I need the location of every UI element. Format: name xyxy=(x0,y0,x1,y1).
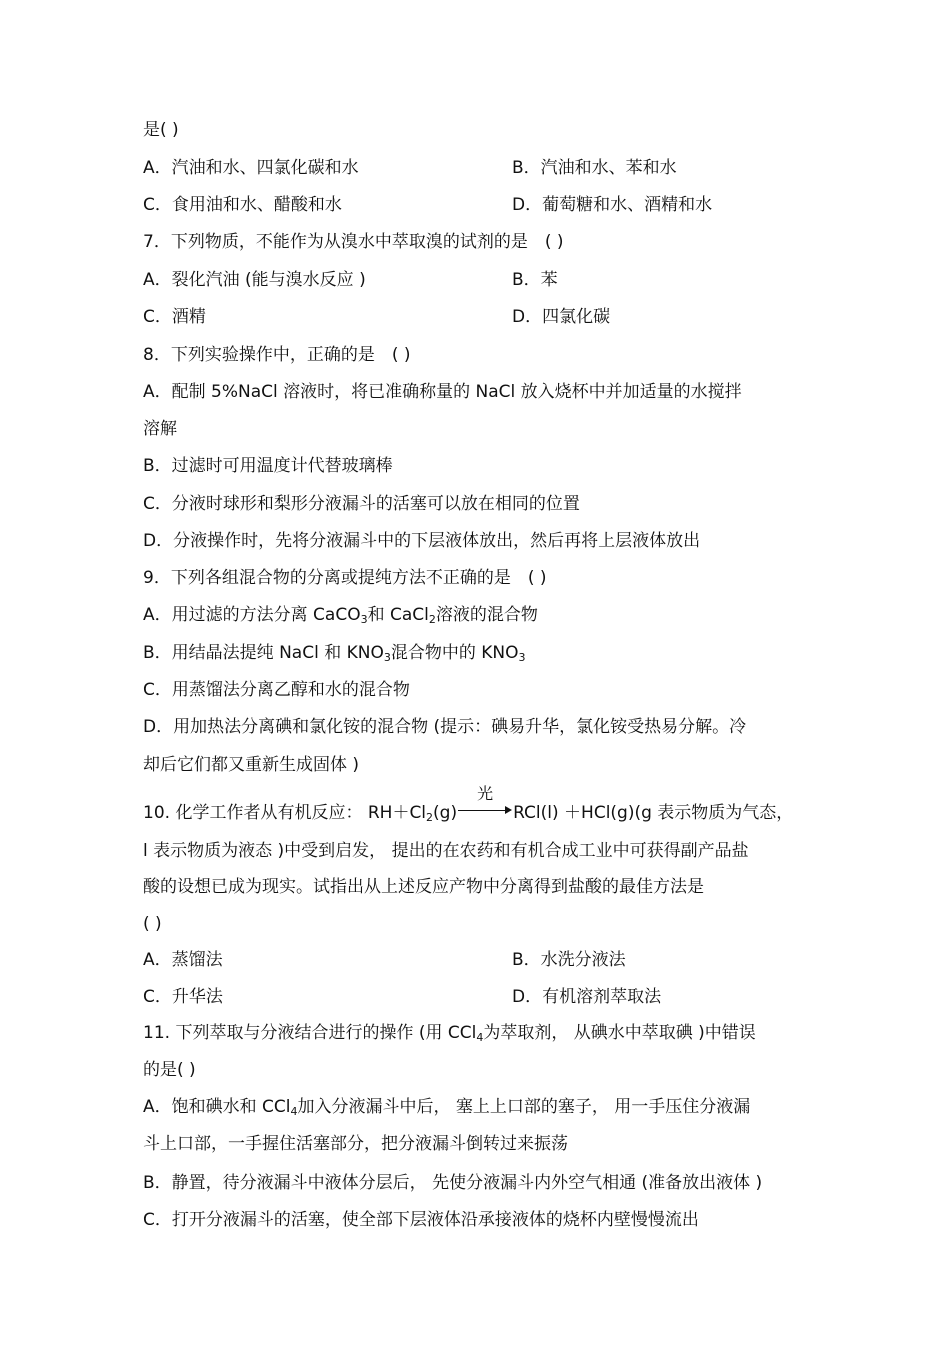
reaction-condition-light: 光 xyxy=(477,784,494,803)
q11-option-c: C．打开分液漏斗的活塞，使全部下层液体沿承接液体的烧杯内壁慢慢流出 xyxy=(143,1210,699,1230)
q10-option-a: A．蒸馏法 xyxy=(143,950,223,970)
q7-option-a: A．裂化汽油 (能与溴水反应 ) xyxy=(143,270,366,290)
q6-option-a: A．汽油和水、四氯化碳和水 xyxy=(143,158,359,178)
q8-option-b: B．过滤时可用温度计代替玻璃棒 xyxy=(143,456,393,476)
q8-option-d: D．分液操作时，先将分液漏斗中的下层液体放出，然后再将上层液体放出 xyxy=(143,531,701,551)
q6-option-b: B．汽油和水、苯和水 xyxy=(512,158,677,178)
q9-option-d: D．用加热法分离碘和氯化铵的混合物 (提示：碘易升华，氯化铵受热易分解。冷 xyxy=(143,717,747,737)
q10-stem-line4: ( ) xyxy=(143,914,162,934)
q11-option-a: A．饱和碘水和 CCl$_4$加入分液漏斗中后， 塞上上口部的塞子， 用一手压住分液漏 xyxy=(143,1097,751,1118)
q9-option-c: C．用蒸馏法分离乙醇和水的混合物 xyxy=(143,680,410,700)
q9-option-b: B．用结晶法提纯 NaCl 和 $KNO_3$混合物中的 $KNO_3$ xyxy=(143,643,526,664)
q6-stem-end: 是( ) xyxy=(143,120,179,140)
q9-option-d-cont: 却后它们都又重新生成固体 ) xyxy=(143,755,360,775)
q7-option-c: C．酒精 xyxy=(143,307,206,327)
q8-option-c: C．分液时球形和梨形分液漏斗的活塞可以放在相同的位置 xyxy=(143,494,580,514)
q10-option-d: D．有机溶剂萃取法 xyxy=(512,987,662,1007)
q11-stem-line2: 的是( ) xyxy=(143,1060,196,1080)
q8-option-a-cont: 溶解 xyxy=(143,419,177,439)
q11-option-a-cont: 斗上口部，一手握住活塞部分，把分液漏斗倒转过来振荡 xyxy=(143,1134,568,1154)
q8-stem: 8．下列实验操作中，正确的是 ( ) xyxy=(143,345,411,365)
q10-option-c: C．升华法 xyxy=(143,987,223,1007)
reaction-arrow xyxy=(458,784,512,817)
q10-stem-line2: l 表示物质为液态 )中受到启发， 提出的在农药和有机合成工业中可获得副产品盐 xyxy=(143,841,749,861)
q11-stem-line1: 11. 下列萃取与分液结合进行的操作 (用 CCl$_4$为萃取剂， 从碘水中萃取碘 )中错误 xyxy=(143,1023,756,1044)
q6-option-c: C．食用油和水、醋酸和水 xyxy=(143,195,342,215)
q7-option-d: D．四氯化碳 xyxy=(512,307,611,327)
q10-option-b: B．水洗分液法 xyxy=(512,950,626,970)
q10-stem-line3: 酸的设想已成为现实。试指出从上述反应产物中分离得到盐酸的最佳方法是 xyxy=(143,877,704,897)
q9-stem: 9．下列各组混合物的分离或提纯方法不正确的是 ( ) xyxy=(143,568,547,588)
q7-stem: 7．下列物质，不能作为从溴水中萃取溴的试剂的是 ( ) xyxy=(143,232,564,252)
q11-option-b: B．静置，待分液漏斗中液体分层后， 先使分液漏斗内外空气相通 (准备放出液体 ) xyxy=(143,1173,763,1193)
q8-option-a: A．配制 5%NaCl 溶液时，将已准确称量的 NaCl 放入烧杯中并加适量的水搅拌 xyxy=(143,382,742,402)
q9-option-a: A．用过滤的方法分离 CaCO$_3$和 CaCl$_2$溶液的混合物 xyxy=(143,605,538,626)
q7-option-b: B．苯 xyxy=(512,270,558,290)
q10-stem-line1: 10. 化学工作者从有机反应： $RH+Cl_2(g)$ 光 RCl(l) ＋HCl(g)(g 表示物质为气态， xyxy=(143,784,794,824)
q6-option-d: D．葡萄糖和水、酒精和水 xyxy=(512,195,713,215)
